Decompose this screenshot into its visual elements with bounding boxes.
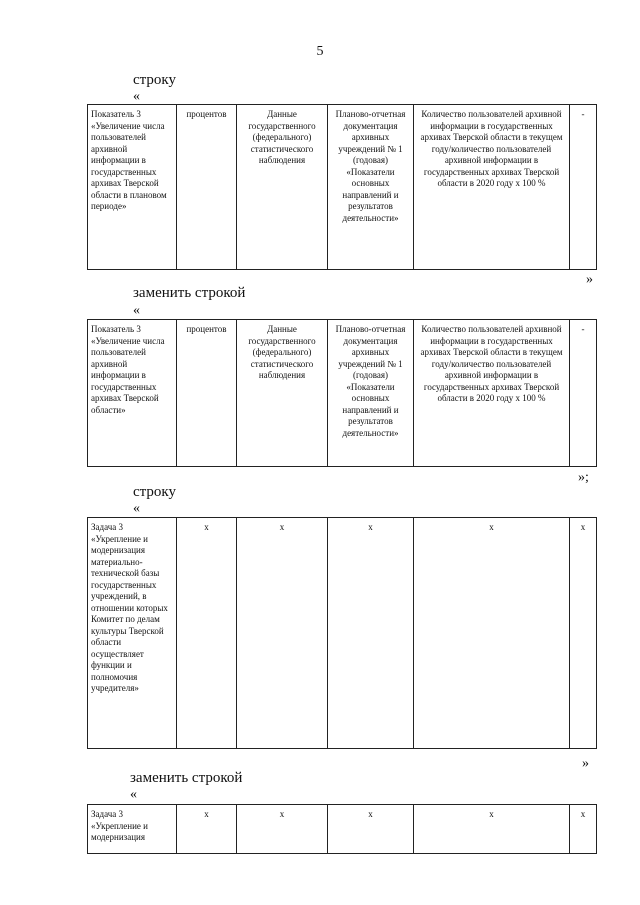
table-row (88, 105, 597, 270)
x-cell: x (414, 518, 570, 749)
formula-cell: Количество пользователей архивной информации в государственных архивах Тверской области в текущем году/количество пользователей архивной информации в государственных архивах Тверской области в 2020 году x 100 % (414, 320, 570, 467)
x-cell: x (328, 805, 414, 854)
block2-label: заменить строкой (133, 285, 246, 301)
block3-close-quote: » (582, 756, 589, 771)
block4-table (87, 804, 597, 854)
source-cell: Данные государственного (федерального) статистического наблюдения (237, 320, 328, 467)
source-cell: Данные государственного (федерального) статистического наблюдения (237, 105, 328, 270)
page-number: 5 (316, 44, 324, 59)
block2-close-quote: »; (578, 470, 589, 485)
documentation-cell: Планово-отчетная документация архивных учреждений № 1 (годовая) «Показатели основных направлений и результатов деятельности» (328, 105, 414, 270)
unit-cell: процентов (177, 320, 237, 467)
block3-open-quote: « (133, 501, 140, 516)
x-cell: x (328, 518, 414, 749)
block1-close-quote: » (586, 272, 593, 287)
value-cell: - (570, 105, 597, 270)
block1-label: строку (133, 72, 176, 88)
value-cell: - (570, 320, 597, 467)
block4-open-quote: « (130, 787, 137, 802)
block1-open-quote: « (133, 89, 140, 104)
block2-open-quote: « (133, 303, 140, 318)
table-row (88, 518, 597, 749)
x-cell: x (237, 518, 328, 749)
x-cell: x (177, 518, 237, 749)
indicator-cell: Показатель 3 «Увеличение числа пользователей архивной информации в государственных архивах Тверской области» (88, 320, 177, 467)
block4-label: заменить строкой (130, 770, 243, 786)
task-cell: Задача 3 «Укрепление и модернизация материально-технической базы государственных учреждений, в отношении которых Комитет по делам культуры Тверской области осуществляет функции и полномочия учредителя» (88, 518, 177, 749)
x-cell: x (570, 518, 597, 749)
block3-label: строку (133, 484, 176, 500)
unit-cell: процентов (177, 105, 237, 270)
x-cell: x (237, 805, 328, 854)
task-cell: Задача 3 «Укрепление и модернизация (88, 805, 177, 854)
documentation-cell: Планово-отчетная документация архивных учреждений № 1 (годовая) «Показатели основных направлений и результатов деятельности» (328, 320, 414, 467)
table-row (88, 320, 597, 467)
table-row (88, 805, 597, 854)
block2-table (87, 319, 597, 467)
block3-table (87, 517, 597, 749)
x-cell: x (570, 805, 597, 854)
indicator-cell: Показатель 3 «Увеличение числа пользователей архивной информации в государственных архивах Тверской области в плановом периоде» (88, 105, 177, 270)
formula-cell: Количество пользователей архивной информации в государственных архивах Тверской области в текущем году/количество пользователей архивной информации в государственных архивах Тверской области в 2020 году x 100 % (414, 105, 570, 270)
x-cell: x (177, 805, 237, 854)
x-cell: x (414, 805, 570, 854)
block1-table (87, 104, 597, 270)
